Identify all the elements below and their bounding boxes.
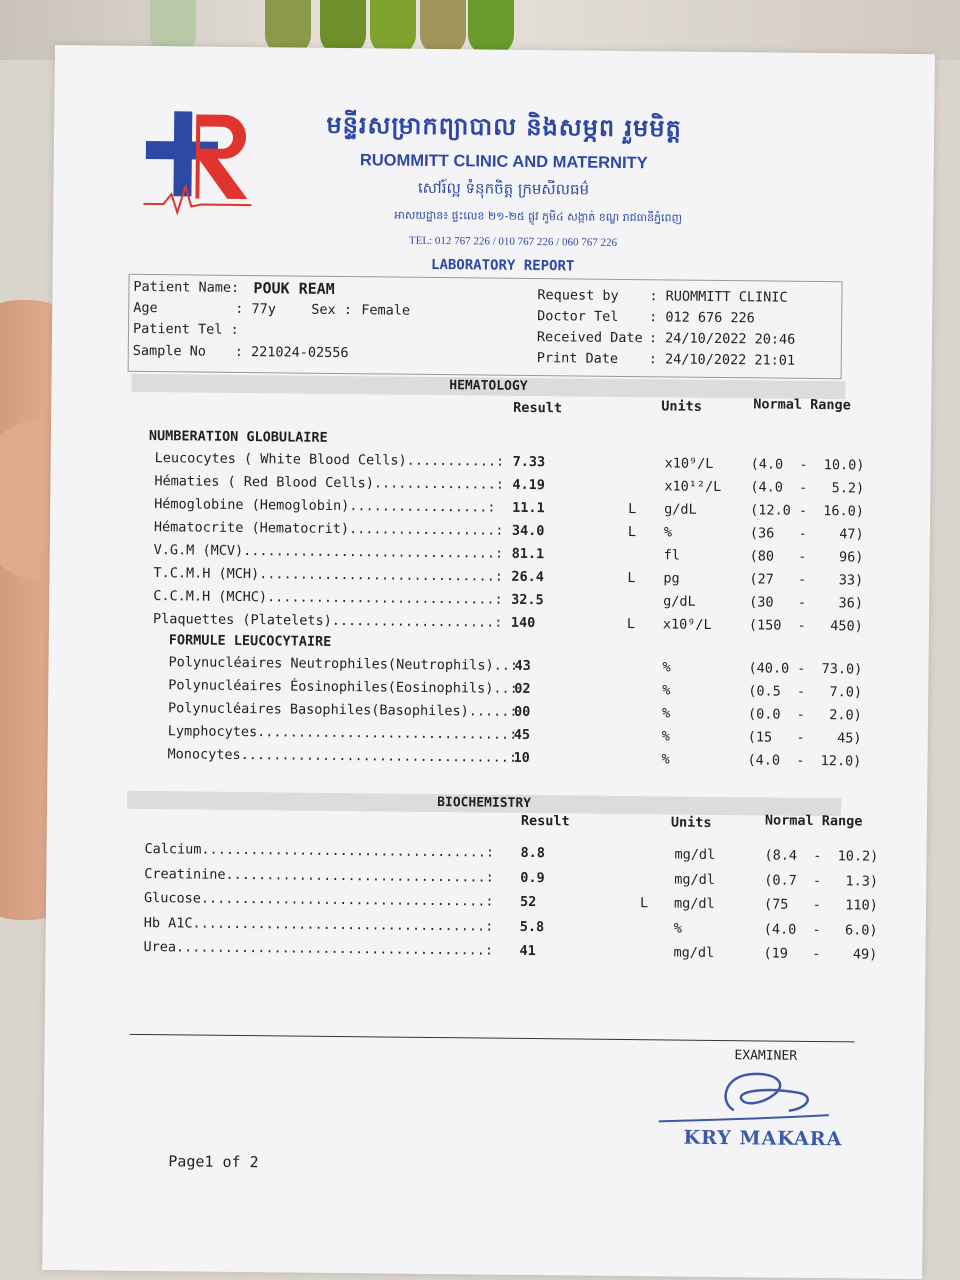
- biochemistry-header-band: [127, 791, 841, 816]
- nail-sample: [468, 0, 514, 55]
- test-name: Hématocrite (Hematocrit)..................:: [153, 519, 504, 539]
- test-unit: %: [661, 705, 671, 722]
- normal-range: (4.0 - 10.0): [750, 456, 865, 474]
- clinic-motto-khmer: សៅរ៍ល្អ ទំនុកចិត្ត ក្រមសីលធម៌: [417, 178, 590, 199]
- hematology-units-header: Units: [661, 398, 702, 415]
- patient-name-label: Patient Name:: [133, 278, 240, 296]
- test-value: 81.1: [511, 545, 545, 563]
- test-name: V.G.M (MCV)...............................:: [153, 542, 504, 562]
- sex-label: Sex :: [311, 301, 352, 319]
- test-unit: mg/dl: [674, 846, 716, 863]
- test-name: Lymphocytes...............................:: [167, 723, 518, 743]
- normal-range: (0.0 - 2.0): [747, 706, 862, 724]
- sample-label: Sample No: [132, 342, 207, 360]
- test-unit: mg/dl: [673, 944, 715, 961]
- test-unit: mg/dl: [673, 895, 715, 912]
- abnormal-flag: L: [627, 524, 637, 541]
- abnormal-flag: L: [627, 570, 636, 587]
- test-name: Hémoglobine (Hemoglobin).................:: [154, 496, 496, 516]
- abnormal-flag: L: [639, 895, 649, 912]
- normal-range: (150 - 450): [748, 617, 863, 635]
- age-label: Age: [133, 299, 158, 317]
- nail-sample: [420, 0, 466, 55]
- test-value: 5.8: [519, 918, 545, 935]
- normal-range: (75 - 110): [763, 896, 878, 914]
- section-numeration-globulaire: NUMBERATION GLOBULAIRE: [148, 428, 328, 446]
- examiner-label: EXAMINER: [734, 1048, 798, 1064]
- signature-icon: [649, 1061, 840, 1128]
- normal-range: (36 - 47): [749, 525, 864, 543]
- received-date-value: : 24/10/2022 20:46: [648, 330, 796, 348]
- test-unit: fl: [663, 547, 681, 564]
- doctor-tel-label: Doctor Tel: [537, 308, 619, 325]
- normal-range: (4.0 - 5.2): [750, 479, 865, 497]
- normal-range: (4.0 - 6.0): [763, 920, 878, 939]
- hematology-range-header: Normal Range: [753, 396, 851, 414]
- test-unit: %: [661, 728, 671, 745]
- test-unit: x10¹²/L: [664, 478, 722, 496]
- print-date-label: Print Date: [536, 350, 619, 367]
- test-name: Creatinine................................:: [144, 865, 494, 886]
- test-unit: x10⁹/L: [664, 455, 714, 472]
- page-number: Page1 of 2: [168, 1152, 259, 1172]
- clinic-phone: TEL: 012 767 226 / 010 767 226 / 060 767 226: [408, 234, 618, 249]
- patient-info-box: [128, 274, 843, 379]
- test-value: 34.0: [511, 522, 545, 540]
- normal-range: (30 - 36): [749, 594, 864, 612]
- test-value: 8.8: [520, 844, 546, 862]
- test-unit: pg: [663, 570, 680, 587]
- test-value: 45: [513, 726, 531, 744]
- test-unit: %: [662, 659, 671, 676]
- clinic-logo-icon: [143, 106, 254, 217]
- hematology-title: HEMATOLOGY: [449, 378, 528, 394]
- test-value: 41: [519, 942, 536, 960]
- test-value: 26.4: [511, 568, 545, 586]
- test-unit: %: [673, 920, 683, 937]
- patient-tel-label: Patient Tel :: [132, 320, 239, 338]
- test-value: 4.19: [512, 476, 546, 494]
- test-name: Plaquettes (Platelets)....................:: [152, 611, 503, 631]
- test-name: C.C.M.H (MCHC)............................:: [153, 588, 503, 608]
- test-name: T.C.M.H (MCH).............................:: [153, 565, 504, 585]
- section-formule-leucocytaire: FORMULE LEUCOCYTAIRE: [168, 632, 332, 650]
- test-unit: mg/dl: [674, 871, 716, 888]
- patient-name: POUK REAM: [253, 279, 335, 298]
- normal-range: (27 - 33): [749, 571, 864, 589]
- test-unit: x10⁹/L: [662, 616, 712, 633]
- age-value: : 77y: [235, 300, 276, 318]
- normal-range: (19 - 49): [763, 945, 878, 963]
- biochemistry-title: BIOCHEMISTRY: [437, 795, 532, 812]
- hematology-result-header: Result: [513, 399, 563, 417]
- received-date-label: Received Date: [536, 329, 643, 347]
- test-value: 52: [519, 893, 537, 911]
- lab-report-paper: [42, 45, 935, 1279]
- nail-sample: [370, 0, 416, 55]
- request-value: : RUOMMITT CLINIC: [649, 288, 788, 306]
- test-unit: %: [662, 682, 671, 699]
- print-date-value: : 24/10/2022 21:01: [648, 351, 796, 369]
- test-name: Calcium...................................:: [144, 840, 495, 861]
- test-unit: %: [663, 524, 673, 541]
- test-unit: g/dL: [664, 501, 697, 518]
- test-value: 11.1: [512, 499, 545, 517]
- report-title: LABORATORY REPORT: [430, 256, 575, 275]
- test-name: Polynucléaires Basophiles(Basophiles).....:: [167, 700, 518, 720]
- normal-range: (40.0 - 73.0): [748, 660, 863, 678]
- footer-divider: [130, 1034, 855, 1043]
- test-value: 02: [514, 680, 531, 698]
- test-value: 00: [513, 703, 531, 721]
- normal-range: (0.5 - 7.0): [748, 683, 863, 701]
- test-name: Polynucléaires Éosinophiles(Eosinophils)..:: [168, 677, 518, 697]
- test-value: 32.5: [511, 591, 544, 609]
- normal-range: (8.4 - 10.2): [764, 847, 879, 865]
- nail-sample: [320, 0, 366, 55]
- test-name: Hématies ( Red Blood Cells)...............:: [154, 473, 505, 493]
- test-name: Urea......................................:: [143, 938, 494, 959]
- biochemistry-range-header: Normal Range: [764, 812, 863, 830]
- test-value: 140: [510, 614, 536, 632]
- clinic-name-english: RUOMMITT CLINIC AND MATERNITY: [359, 151, 648, 173]
- abnormal-flag: L: [628, 501, 637, 518]
- normal-range: (0.7 - 1.3): [764, 871, 879, 890]
- normal-range: (80 - 96): [749, 548, 864, 566]
- test-name: Hb A1C....................................:: [143, 914, 494, 935]
- biochemistry-units-header: Units: [670, 814, 712, 831]
- test-unit: %: [661, 751, 670, 768]
- test-value: 10: [513, 749, 530, 767]
- examiner-name: KRY MAKARA: [683, 1126, 843, 1151]
- test-value: 0.9: [520, 869, 545, 886]
- test-name: Polynucléaires Neutrophiles(Neutrophils)..:: [168, 654, 519, 674]
- abnormal-flag: L: [626, 616, 636, 633]
- sample-value: : 221024-02556: [234, 343, 349, 362]
- test-name: Leucocytes ( White Blood Cells)...........:: [154, 450, 505, 470]
- clinic-name-khmer: មន្ទីរសម្រាកព្យាបាល និងសម្ភព រួមមិត្ត: [326, 110, 682, 143]
- test-name: Monocytes.................................:: [167, 746, 518, 766]
- normal-range: (4.0 - 12.0): [747, 752, 862, 770]
- request-label: Request by: [537, 287, 619, 304]
- test-name: Glucose...................................:: [143, 889, 494, 910]
- biochemistry-result-header: Result: [520, 812, 570, 830]
- test-value: 7.33: [512, 453, 546, 471]
- sex-value: Female: [361, 302, 411, 319]
- normal-range: (12.0 - 16.0): [750, 502, 865, 520]
- normal-range: (15 - 45): [747, 729, 862, 747]
- clinic-address: អាសយដ្ឋាន៖ ផ្ទះលេខ ២១-២៥ ផ្លូវ ភូមិ៤ សង្កាត់ ខណ្ឌ រាជធានីភ្នំពេញ: [394, 208, 683, 225]
- test-unit: g/dL: [663, 593, 696, 610]
- doctor-tel-value: : 012 676 226: [649, 309, 755, 327]
- test-value: 43: [514, 657, 531, 675]
